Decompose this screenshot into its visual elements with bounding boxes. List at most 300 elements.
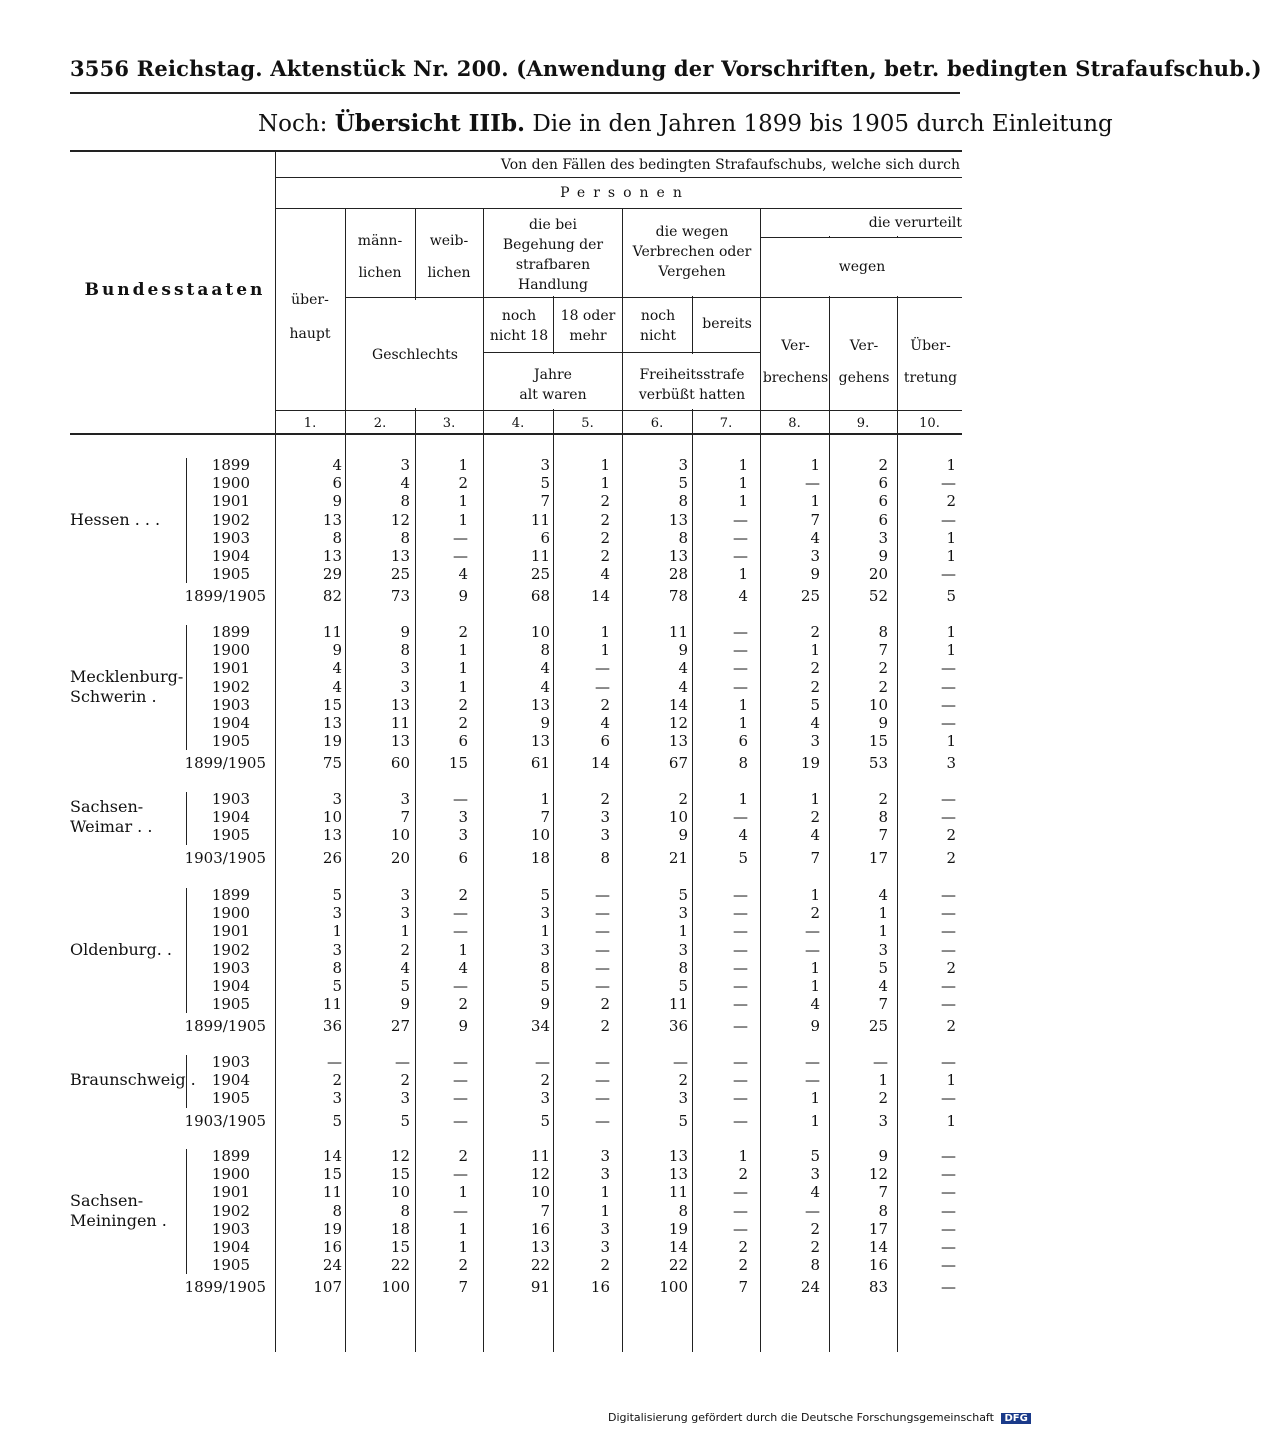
total-value: 14 — [590, 754, 610, 773]
row-year: 1900 — [211, 641, 250, 660]
cell-value: — — [733, 904, 748, 923]
total-value: 4 — [738, 587, 748, 606]
cell-value: 5 — [678, 474, 688, 493]
cell-value: — — [595, 1053, 610, 1071]
total-year: 1899/1905 — [184, 754, 266, 773]
column-number-9: 9. — [856, 416, 870, 431]
cell-value: — — [733, 547, 748, 565]
cell-value: 11 — [530, 547, 550, 565]
rule-above-colnums — [275, 410, 962, 411]
cell-value: — — [595, 977, 610, 995]
header-col67: die wegen Verbrechen oder Vergehen — [632, 224, 752, 280]
cell-value: 2 — [600, 790, 610, 808]
cell-value: 6 — [878, 510, 888, 529]
rule-under-verurteilt — [760, 237, 962, 238]
cell-value: 25 — [390, 565, 410, 584]
cell-value: 2 — [738, 1165, 748, 1184]
cell-value: 9 — [678, 826, 688, 845]
state-column-rule — [275, 152, 276, 1352]
cell-value: 9 — [400, 995, 410, 1014]
cell-value: 3 — [678, 904, 688, 923]
cell-value: 8 — [878, 623, 888, 641]
column-number-3: 3. — [442, 416, 456, 431]
row-year: 1899 — [211, 886, 250, 904]
cell-value: 13 — [668, 732, 688, 751]
cell-value: 2 — [600, 1256, 610, 1275]
table-subtitle — [258, 110, 1113, 137]
cell-value: 3 — [878, 940, 888, 959]
cell-value: 2 — [600, 510, 610, 529]
cell-value: 4 — [458, 565, 468, 584]
state-label: Hessen . . . — [70, 509, 161, 529]
cell-value: 3 — [400, 659, 410, 678]
cell-value: — — [941, 1053, 956, 1071]
cell-value: 1 — [600, 456, 610, 474]
group-brace — [186, 625, 195, 750]
cell-value: 2 — [600, 995, 610, 1014]
footer — [608, 1411, 1031, 1424]
row-year: 1905 — [211, 1089, 250, 1108]
cell-value: — — [453, 1165, 468, 1184]
cell-value: 1 — [810, 641, 820, 660]
cell-value: 5 — [678, 977, 688, 995]
cell-value: 10 — [530, 623, 550, 641]
cell-value: 6 — [878, 492, 888, 511]
cell-value: 2 — [458, 886, 468, 904]
cell-value: 19 — [668, 1219, 688, 1238]
cell-value: 1 — [946, 732, 956, 751]
cell-value: 3 — [600, 808, 610, 827]
cell-value: 4 — [878, 977, 888, 995]
cell-value: — — [453, 1053, 468, 1071]
cell-value: 17 — [868, 1219, 888, 1238]
cell-value: 3 — [458, 826, 468, 845]
total-value: 7 — [458, 1278, 468, 1297]
cell-value: 1 — [332, 922, 342, 941]
row-year: 1903 — [211, 790, 250, 808]
row-year: 1903 — [211, 1053, 250, 1071]
cell-value: 4 — [810, 995, 820, 1014]
cell-value: 3 — [810, 1165, 820, 1184]
cell-value: 9 — [878, 547, 888, 565]
cell-value: 8 — [332, 958, 342, 977]
cell-value: 3 — [332, 940, 342, 959]
cell-value: — — [941, 1256, 956, 1275]
cell-value: 9 — [540, 714, 550, 732]
cell-value: 3 — [600, 1238, 610, 1256]
cell-value: 2 — [600, 492, 610, 511]
cell-value: — — [941, 922, 956, 941]
cell-value: 3 — [540, 1089, 550, 1108]
cell-value: 1 — [458, 1183, 468, 1202]
total-value: 15 — [448, 754, 468, 773]
cell-value: 1 — [738, 492, 748, 511]
state-label: Sachsen- Weimar . . — [70, 797, 153, 837]
total-value: — — [595, 1111, 610, 1130]
cell-value: 13 — [668, 1165, 688, 1184]
cell-value: 22 — [390, 1256, 410, 1275]
total-value: 60 — [390, 754, 410, 773]
cell-value: — — [733, 940, 748, 959]
cell-value: 7 — [400, 808, 410, 827]
cell-value: 1 — [600, 1201, 610, 1220]
cell-value: — — [805, 922, 820, 941]
cell-value: 1 — [738, 456, 748, 474]
row-year: 1904 — [211, 1071, 250, 1090]
cell-value: 2 — [878, 1089, 888, 1108]
cell-value: 1 — [810, 977, 820, 995]
cell-value: 1 — [946, 641, 956, 660]
cell-value: 5 — [332, 886, 342, 904]
cell-value: 20 — [868, 565, 888, 584]
row-year: 1904 — [211, 977, 250, 995]
group-brace — [186, 458, 195, 583]
cell-value: 1 — [946, 623, 956, 641]
row-year: 1899 — [211, 1147, 250, 1165]
cell-value: 13 — [668, 547, 688, 565]
cell-value: 3 — [600, 1147, 610, 1165]
cell-value: 2 — [810, 623, 820, 641]
cell-value: 13 — [530, 1238, 550, 1256]
cell-value: 19 — [322, 732, 342, 751]
total-value: 3 — [878, 1111, 888, 1130]
cell-value: 2 — [738, 1238, 748, 1256]
state-label: Braunschweig . — [70, 1070, 196, 1090]
total-value: 75 — [322, 754, 342, 773]
cell-value: 3 — [878, 528, 888, 547]
row-year: 1901 — [211, 659, 250, 678]
cell-value: — — [805, 1201, 820, 1220]
total-value: 73 — [390, 587, 410, 606]
cell-value: 1 — [458, 641, 468, 660]
cell-value: 7 — [540, 492, 550, 511]
cell-value: 8 — [400, 528, 410, 547]
total-value: 78 — [668, 587, 688, 606]
cell-value: 13 — [530, 695, 550, 714]
cell-value: — — [453, 922, 468, 941]
total-value: 61 — [530, 754, 550, 773]
cell-value: 5 — [678, 886, 688, 904]
rule-under-groups — [483, 297, 760, 298]
row-year: 1901 — [211, 492, 250, 511]
cell-value: 2 — [946, 492, 956, 511]
cell-value: 1 — [946, 528, 956, 547]
cell-value: — — [941, 714, 956, 732]
total-value: 6 — [458, 848, 468, 867]
rule-under-top — [275, 177, 962, 178]
cell-value: — — [941, 695, 956, 714]
cell-value: 8 — [878, 808, 888, 827]
header-personen: Personen — [560, 185, 690, 201]
cell-value: 11 — [322, 623, 342, 641]
cell-value: 12 — [390, 510, 410, 529]
total-value: 9 — [458, 587, 468, 606]
total-value: 7 — [738, 1278, 748, 1297]
cell-value: 7 — [810, 510, 820, 529]
cell-value: 6 — [878, 474, 888, 493]
cell-value: 3 — [678, 940, 688, 959]
cell-value: 1 — [600, 641, 610, 660]
cell-value: 6 — [600, 732, 610, 751]
total-value: 91 — [530, 1278, 550, 1297]
total-value: 17 — [868, 848, 888, 867]
cell-value: — — [595, 904, 610, 923]
cell-value: 5 — [878, 958, 888, 977]
cell-value: 13 — [668, 1147, 688, 1165]
header-verurteilt: die verurteilt — [868, 215, 962, 231]
total-value: 20 — [390, 848, 410, 867]
cell-value: 7 — [878, 1183, 888, 1202]
total-value: 25 — [800, 587, 820, 606]
header-geschlechts: Geschlechts — [372, 347, 458, 363]
cell-value: 2 — [600, 695, 610, 714]
total-value: 107 — [313, 1278, 342, 1297]
cell-value: 3 — [332, 790, 342, 808]
total-value: 27 — [390, 1017, 410, 1036]
cell-value: 14 — [868, 1238, 888, 1256]
column-number-8: 8. — [788, 416, 801, 431]
cell-value: 7 — [878, 826, 888, 845]
row-year: 1903 — [211, 695, 250, 714]
cell-value: 5 — [400, 977, 410, 995]
cell-value: 1 — [400, 922, 410, 941]
cell-value: 1 — [458, 659, 468, 678]
cell-value: 4 — [810, 528, 820, 547]
cell-value: 7 — [878, 995, 888, 1014]
total-value: 5 — [332, 1111, 342, 1130]
column-rule-5 — [622, 208, 623, 1352]
header-rule — [70, 92, 960, 94]
column-rule-3 — [483, 208, 484, 1352]
cell-value: 9 — [678, 641, 688, 660]
total-value: 36 — [668, 1017, 688, 1036]
dfg-logo: DFG — [1001, 1413, 1030, 1424]
cell-value: 3 — [810, 547, 820, 565]
cell-value: 2 — [458, 695, 468, 714]
cell-value: 11 — [668, 995, 688, 1014]
cell-value: — — [941, 1183, 956, 1202]
cell-value: 11 — [322, 995, 342, 1014]
header-col5: 18 oder mehr — [560, 308, 616, 344]
cell-value: 3 — [400, 677, 410, 696]
cell-value: 1 — [738, 1147, 748, 1165]
cell-value: 8 — [400, 492, 410, 511]
row-year: 1901 — [211, 922, 250, 941]
cell-value: 10 — [530, 826, 550, 845]
cell-value: 2 — [946, 826, 956, 845]
total-value: 53 — [868, 754, 888, 773]
cell-value: — — [453, 904, 468, 923]
cell-value: 1 — [738, 714, 748, 732]
cell-value: 5 — [810, 695, 820, 714]
cell-value: — — [733, 995, 748, 1014]
cell-value: 25 — [530, 565, 550, 584]
cell-value: — — [453, 528, 468, 547]
cell-value: 1 — [810, 958, 820, 977]
cell-value: — — [733, 659, 748, 678]
cell-value: — — [595, 940, 610, 959]
cell-value: — — [941, 1147, 956, 1165]
cell-value: 1 — [458, 677, 468, 696]
cell-value: — — [733, 510, 748, 529]
cell-value: — — [805, 1053, 820, 1071]
cell-value: — — [941, 565, 956, 584]
column-number-1: 1. — [303, 416, 317, 431]
header-col1: über- haupt — [289, 292, 331, 342]
row-year: 1900 — [211, 1165, 250, 1184]
cell-value: 13 — [668, 510, 688, 529]
cell-value: 1 — [678, 922, 688, 941]
column-number-4: 4. — [511, 416, 525, 431]
cell-value: 1 — [810, 886, 820, 904]
cell-value: 1 — [810, 492, 820, 511]
cell-value: 10 — [390, 826, 410, 845]
total-value: 68 — [530, 587, 550, 606]
cell-value: 9 — [332, 641, 342, 660]
cell-value: 9 — [878, 714, 888, 732]
cell-value: 2 — [810, 1219, 820, 1238]
header-col4: noch nicht 18 — [489, 308, 549, 344]
cell-value: 1 — [738, 790, 748, 808]
cell-value: 2 — [810, 808, 820, 827]
cell-value: 10 — [322, 808, 342, 827]
cell-value: 11 — [322, 1183, 342, 1202]
cell-value: 1 — [946, 1071, 956, 1090]
cell-value: 9 — [332, 492, 342, 511]
cell-value: 4 — [400, 474, 410, 493]
cell-value: — — [453, 1071, 468, 1090]
cell-value: 3 — [540, 904, 550, 923]
header-col8: Ver- brechens — [762, 338, 829, 386]
rule-under-wegen — [760, 297, 962, 298]
total-value: 2 — [946, 1017, 956, 1036]
cell-value: 5 — [540, 474, 550, 493]
row-year: 1900 — [211, 474, 250, 493]
row-year: 1903 — [211, 958, 250, 977]
row-year: 1899 — [211, 623, 250, 641]
total-value: 83 — [868, 1278, 888, 1297]
header-col3: weib- lichen — [427, 233, 471, 281]
row-year: 1904 — [211, 714, 250, 732]
cell-value: — — [733, 1183, 748, 1202]
cell-value: 13 — [322, 547, 342, 565]
cell-value: 19 — [322, 1219, 342, 1238]
cell-value: 13 — [322, 714, 342, 732]
cell-value: 1 — [946, 456, 956, 474]
row-year: 1905 — [211, 1256, 250, 1275]
cell-value: 2 — [400, 940, 410, 959]
cell-value: 2 — [810, 659, 820, 678]
cell-value: — — [733, 808, 748, 827]
cell-value: 11 — [390, 714, 410, 732]
row-year: 1905 — [211, 732, 250, 751]
cell-value: — — [595, 677, 610, 696]
state-label: Mecklenburg- Schwerin . — [70, 666, 184, 706]
cell-value: 4 — [332, 659, 342, 678]
cell-value: 1 — [458, 510, 468, 529]
cell-value: — — [595, 886, 610, 904]
cell-value: — — [595, 1071, 610, 1090]
cell-value: 7 — [540, 1201, 550, 1220]
cell-value: 8 — [400, 1201, 410, 1220]
cell-value: 13 — [390, 695, 410, 714]
total-value: 100 — [659, 1278, 688, 1297]
cell-value: 2 — [678, 1071, 688, 1090]
total-year: 1903/1905 — [184, 848, 266, 867]
cell-value: 8 — [678, 1201, 688, 1220]
cell-value: 3 — [540, 456, 550, 474]
cell-value: 1 — [878, 1071, 888, 1090]
cell-value: 14 — [668, 1238, 688, 1256]
header-col2: männ- lichen — [357, 233, 403, 281]
total-value: 19 — [800, 754, 820, 773]
total-value: 18 — [530, 848, 550, 867]
cell-value: 18 — [390, 1219, 410, 1238]
cell-value: 6 — [332, 474, 342, 493]
cell-value: 1 — [458, 1238, 468, 1256]
cell-value: 1 — [600, 1183, 610, 1202]
header-freiheit: Freiheitsstrafe verbüßt hatten — [638, 367, 746, 403]
cell-value: 3 — [400, 904, 410, 923]
header-col6: noch nicht — [640, 308, 676, 344]
cell-value: — — [595, 659, 610, 678]
cell-value: — — [941, 904, 956, 923]
footer-text: Digitalisierung gefördert durch die Deutsche Forschungsgemeinschaft — [608, 1411, 994, 1424]
column-rule-9 — [897, 208, 898, 1352]
cell-value: 2 — [540, 1071, 550, 1090]
row-year: 1899 — [211, 456, 250, 474]
cell-value: 11 — [668, 623, 688, 641]
cell-value: 13 — [390, 547, 410, 565]
row-year: 1901 — [211, 1183, 250, 1202]
cell-value: 29 — [322, 565, 342, 584]
cell-value: 7 — [540, 808, 550, 827]
cell-value: — — [733, 1219, 748, 1238]
cell-value: 7 — [878, 641, 888, 660]
cell-value: 12 — [868, 1165, 888, 1184]
total-value: 36 — [322, 1017, 342, 1036]
cell-value: 16 — [868, 1256, 888, 1275]
cell-value: 8 — [678, 492, 688, 511]
total-value: — — [733, 1017, 748, 1036]
cell-value: 1 — [810, 790, 820, 808]
total-value: — — [941, 1278, 956, 1297]
row-year: 1903 — [211, 528, 250, 547]
cell-value: 1 — [738, 695, 748, 714]
column-rule-8 — [829, 208, 830, 1352]
cell-value: 5 — [540, 886, 550, 904]
column-number-10: 10. — [919, 416, 940, 431]
row-year: 1902 — [211, 940, 250, 959]
cell-value: 3 — [810, 732, 820, 751]
cell-value: 1 — [738, 565, 748, 584]
cell-value: — — [805, 1071, 820, 1090]
cell-value: 3 — [678, 456, 688, 474]
total-value: 34 — [530, 1017, 550, 1036]
cell-value: 2 — [400, 1071, 410, 1090]
cell-value: 8 — [678, 528, 688, 547]
cell-value: 9 — [810, 565, 820, 584]
row-year: 1905 — [211, 565, 250, 584]
cell-value: — — [733, 677, 748, 696]
header-top: Von den Fällen des bedingten Strafaufschubs, welche sich durch — [500, 157, 960, 173]
total-value: 5 — [946, 587, 956, 606]
cell-value: 1 — [458, 940, 468, 959]
cell-value: 10 — [390, 1183, 410, 1202]
total-value: 5 — [540, 1111, 550, 1130]
total-value: 25 — [868, 1017, 888, 1036]
cell-value: — — [941, 995, 956, 1014]
